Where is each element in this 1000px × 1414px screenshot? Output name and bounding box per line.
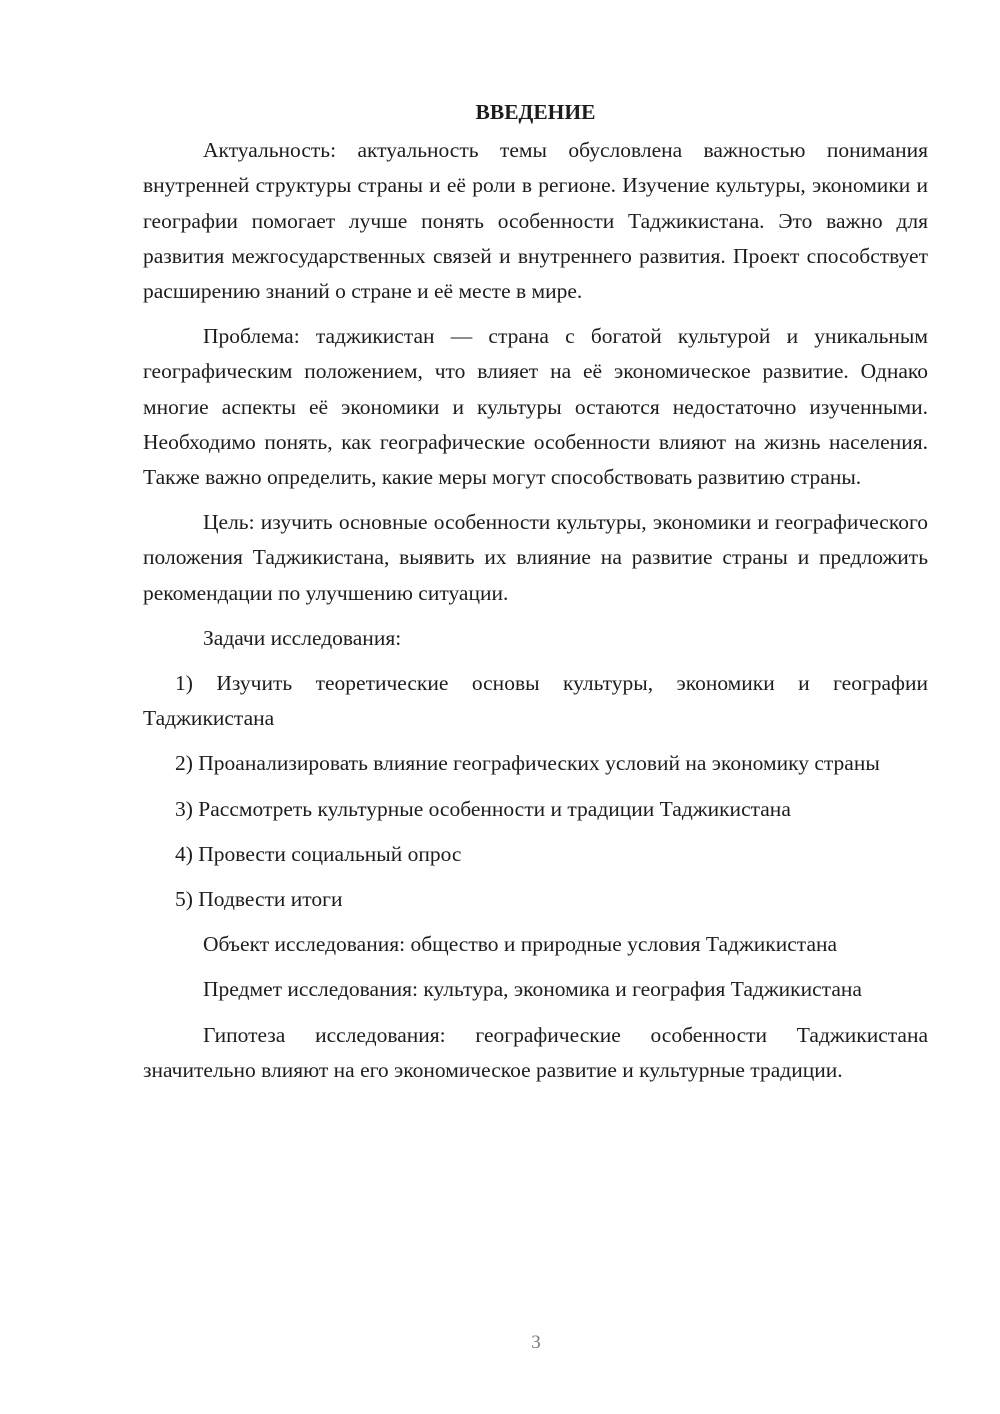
task-item: 5) Подвести итоги [175,887,343,912]
object-paragraph: Объект исследования: общество и природные условия Таджикистана [203,932,838,957]
task-item: 2) Проанализировать влияние географических условий на экономику страны [175,751,880,776]
page-number: 3 [531,1332,541,1353]
subject-paragraph: Предмет исследования: культура, экономика и география Таджикистана [203,977,862,1002]
problem-paragraph: Проблема: таджикистан — страна с богатой культурой и уникальным географическим положением, что влияет на её экономическое развитие. Однако многие аспекты её экономики и культуры остаются недостаточно изученными. Необходимо понять, как географические особенности влияют на жизнь населения. Также важно определить, какие меры могут способствовать развитию страны. [143,324,928,490]
hypothesis-paragraph: Гипотеза исследования: географические особенности Таджикистана значительно влияют на его экономическое развитие и культурные традиции. [143,1022,928,1082]
task-item: 1) Изучить теоретические основы культуры, экономики и географии Таджикистана [143,671,928,731]
tasks-heading: Задачи исследования: [203,625,402,650]
page-title: ВВЕДЕНИЕ [475,100,596,124]
task-item: 3) Рассмотреть культурные особенности и традиции Таджикистана [175,796,791,821]
document-page [143,95,928,1088]
relevance-paragraph: Актуальность: актуальность темы обусловлена важностью понимания внутренней структуры страны и её роли в регионе. Изучение культуры, экономики и географии помогает лучше понять особенности Таджикистана. Это важно для развития межгосударственных связей и внутреннего развития. Проект способствует расширению знаний о стране и её месте в мире. [143,138,928,304]
task-item: 4) Провести социальный опрос [175,841,462,866]
goal-paragraph: Цель: изучить основные особенности культуры, экономики и географического положения Таджикистана, выявить их влияние на развитие страны и предложить рекомендации по улучшению ситуации. [143,510,928,605]
